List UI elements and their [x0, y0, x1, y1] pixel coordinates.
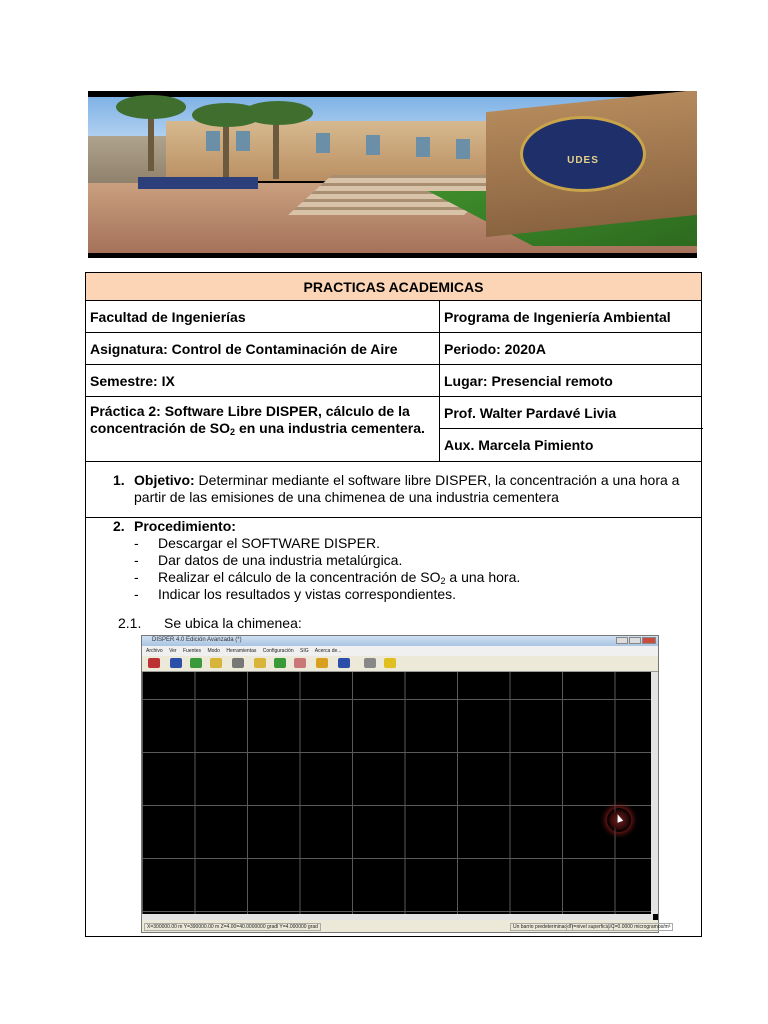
settings-icon — [190, 658, 202, 668]
faculty-cell: Facultad de Ingenierías — [90, 308, 246, 325]
menu-item: Modo — [207, 648, 220, 654]
model-icon — [294, 658, 306, 668]
status-level: Tr=nivel superficial — [566, 923, 614, 931]
software-titlebar — [142, 636, 658, 646]
maximize-icon — [629, 637, 641, 644]
menu-item: SIG — [300, 648, 309, 654]
semester-cell: Semestre: IX — [90, 372, 175, 389]
sign-board — [138, 177, 258, 189]
emblem-text: UDES — [567, 155, 599, 166]
procedure-item: - Dar datos de una industria metalúrgica. — [134, 552, 403, 568]
professor-cell: Prof. Walter Pardavé Livia — [444, 404, 617, 421]
menu-item: Ver — [169, 648, 177, 654]
procedure-item: - Descargar el SOFTWARE DISPER. — [134, 535, 380, 551]
place-cell: Lugar: Presencial remoto — [444, 372, 613, 389]
practice-title-line1: Práctica 2: Software Libre DISPER, cálculo de la — [90, 403, 410, 419]
software-menubar — [142, 646, 658, 656]
menu-item: Herramientas — [226, 648, 257, 654]
main-building — [166, 121, 506, 181]
practice-title-line2: concentración de $SO_2$ en una industria cementera. — [90, 420, 425, 437]
status-mode: Un barrio predeterminado — [510, 923, 573, 931]
campus-banner-photo — [88, 91, 697, 258]
objective-text: Objetivo: Determinar mediante el software libre DISPER, la concentración a una hora a partir de las emisiones de una chimenea de una industria cementera — [134, 472, 680, 505]
status-coordinates: X=300000.00 m Y=390000.00 m Z=4.00=40.0000000 gradl Y=4.000000 grad — [144, 923, 321, 931]
source-icon — [210, 658, 222, 668]
profile-icon — [316, 658, 328, 668]
menu-item: Configuración — [262, 648, 294, 654]
menu-item: Acerca de... — [314, 648, 342, 654]
assistant-cell: Aux. Marcela Pimiento — [444, 437, 594, 453]
procedure-item: - Realizar el cálculo de la concentración de $SO_2$ a una hora. — [134, 569, 521, 586]
open-icon — [148, 658, 160, 668]
close-icon — [642, 637, 656, 644]
objective-label: Objetivo: — [134, 472, 195, 488]
practice-table — [85, 272, 702, 937]
menu-item: Fuentes — [182, 648, 202, 654]
status-concentration: C=0.0000 microgramos/m³ — [608, 923, 673, 931]
program-cell: Programa de Ingeniería Ambiental — [444, 308, 671, 325]
vertical-scrollbar — [651, 672, 658, 914]
procedure-item: - Indicar los resultados y vistas correspondientes. — [134, 586, 457, 602]
section-2-1-heading: 2.1. Se ubica la chimenea: — [118, 615, 302, 631]
disper-software-screenshot — [141, 635, 671, 933]
cancel-icon — [338, 658, 350, 668]
table-header: PRACTICAS ACADEMICAS — [86, 273, 701, 300]
remove-icon — [254, 658, 266, 668]
period-cell: Periodo: 2020A — [444, 340, 546, 357]
receptor-icon — [274, 658, 286, 668]
help-icon — [384, 658, 396, 668]
objective-number: 1. — [113, 472, 125, 488]
subject-cell: Asignatura: Control de Contaminación de Aire — [90, 340, 398, 357]
graphics-icon — [364, 658, 376, 668]
procedure-number: 2. — [113, 518, 125, 534]
map-grid-area — [142, 672, 653, 914]
sources-icon — [232, 658, 244, 668]
software-toolbar — [142, 656, 658, 672]
cursor-arrow-icon — [615, 813, 623, 823]
mouse-cursor-highlight — [607, 808, 631, 832]
save-icon — [170, 658, 182, 668]
minimize-icon — [616, 637, 628, 644]
software-title: DISPER 4.0 Edición Avanzada (*) — [152, 637, 242, 643]
university-emblem — [520, 116, 646, 192]
practice-cell — [86, 397, 439, 461]
software-statusbar — [142, 920, 671, 932]
menu-item: Archivo — [146, 648, 163, 654]
procedure-title: Procedimiento: — [134, 518, 236, 534]
